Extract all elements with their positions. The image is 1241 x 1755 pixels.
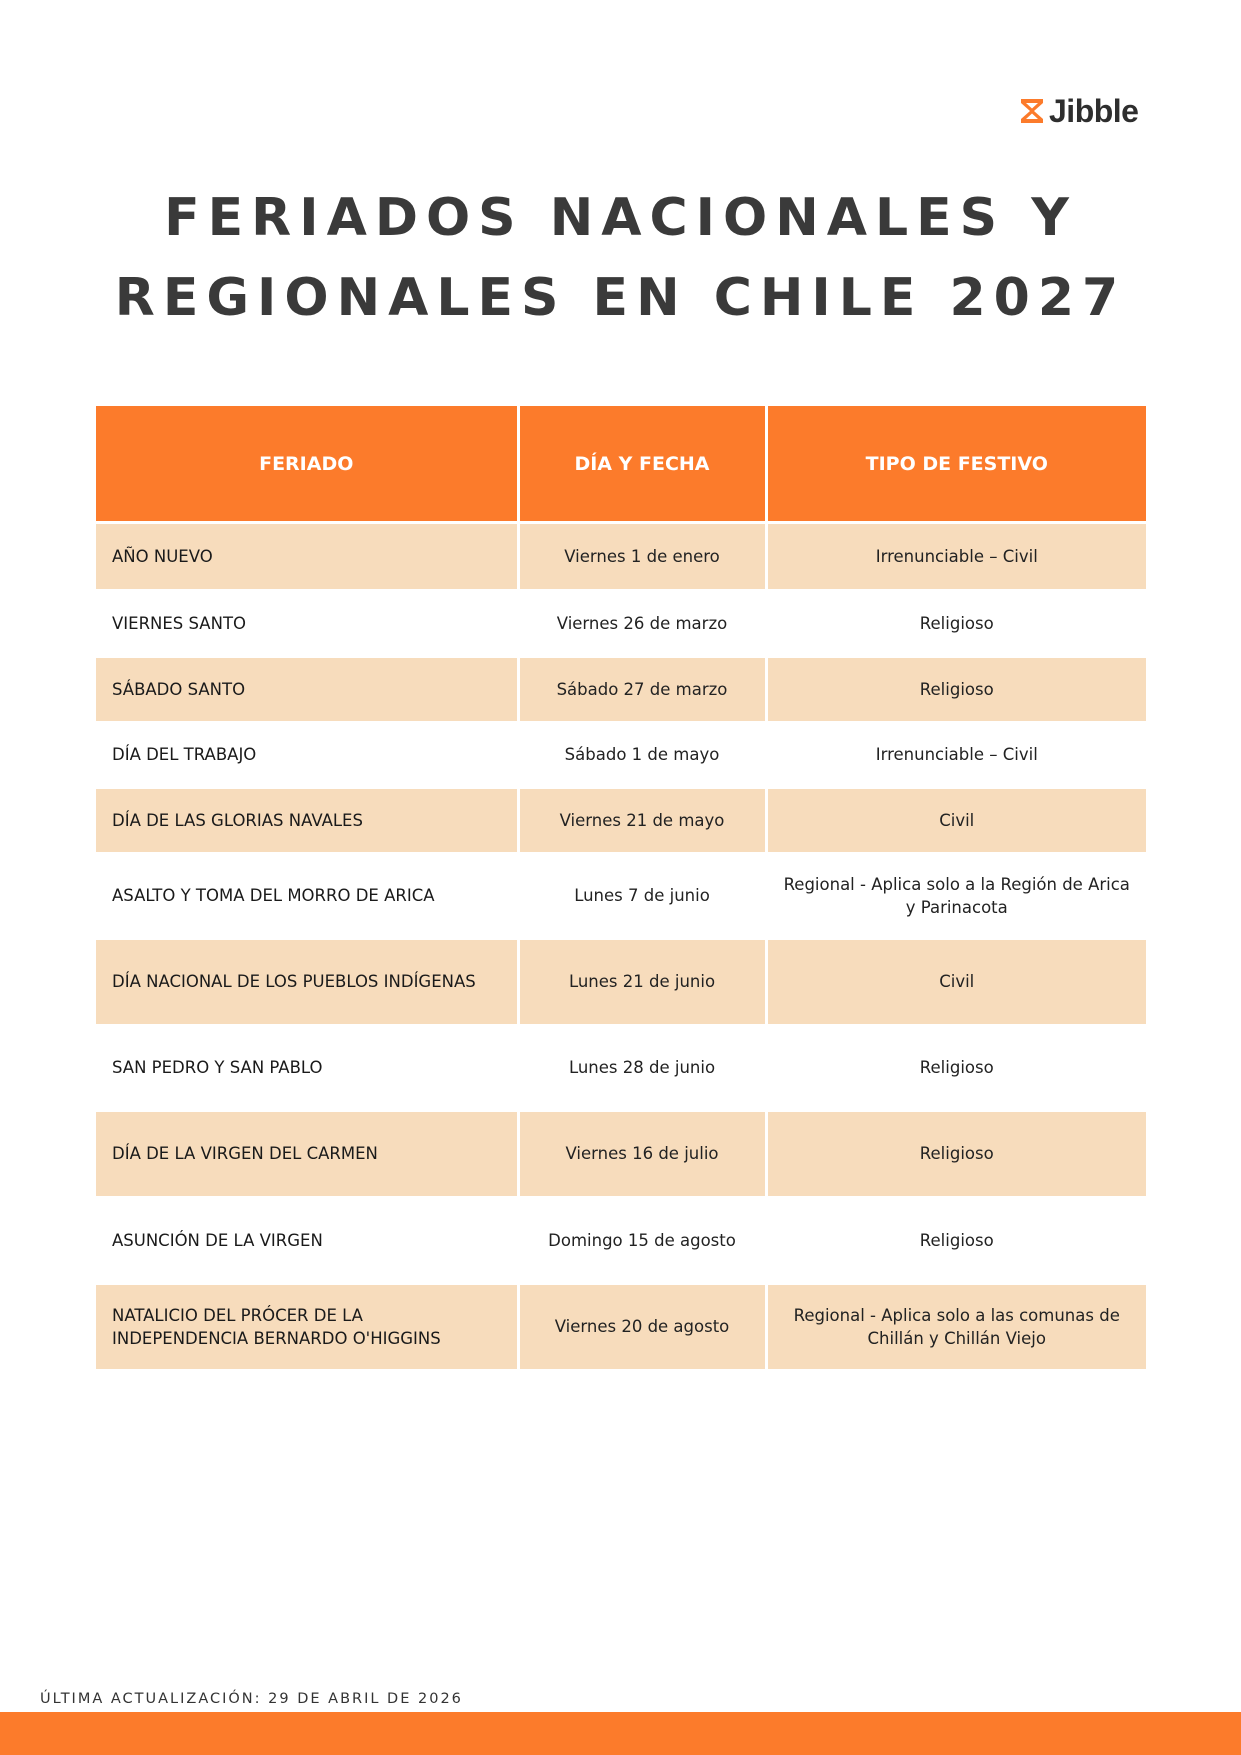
holiday-date: Viernes 16 de julio bbox=[518, 1112, 766, 1196]
holidays-table-container bbox=[96, 406, 1146, 1369]
holiday-name: SÁBADO SANTO bbox=[96, 658, 518, 721]
table-row bbox=[96, 1285, 1146, 1369]
page-title-line-2: REGIONALES EN CHILE 2027 bbox=[114, 268, 1127, 328]
holiday-name: SAN PEDRO Y SAN PABLO bbox=[96, 1024, 518, 1112]
holiday-type: Religioso bbox=[766, 1024, 1146, 1112]
footer-accent-bar bbox=[0, 1712, 1241, 1755]
holiday-name: DÍA DEL TRABAJO bbox=[96, 721, 518, 789]
holiday-name: ASUNCIÓN DE LA VIRGEN bbox=[96, 1196, 518, 1285]
holiday-type: Religioso bbox=[766, 658, 1146, 721]
table-row bbox=[96, 940, 1146, 1024]
holiday-type: Regional - Aplica solo a la Región de Arica y Parinacota bbox=[766, 852, 1146, 940]
table-row bbox=[96, 789, 1146, 852]
holiday-date: Sábado 1 de mayo bbox=[518, 721, 766, 789]
holiday-date: Viernes 26 de marzo bbox=[518, 589, 766, 658]
table-row bbox=[96, 523, 1146, 589]
table-row bbox=[96, 1112, 1146, 1196]
header-holiday: FERIADO bbox=[96, 406, 518, 523]
holiday-name: ASALTO Y TOMA DEL MORRO DE ARICA bbox=[96, 852, 518, 940]
table-header-row bbox=[96, 406, 1146, 523]
holiday-date: Domingo 15 de agosto bbox=[518, 1196, 766, 1285]
holiday-type: Religioso bbox=[766, 1112, 1146, 1196]
holiday-type: Irrenunciable – Civil bbox=[766, 523, 1146, 589]
hourglass-logo-icon bbox=[1019, 97, 1045, 125]
header-date: DÍA Y FECHA bbox=[518, 406, 766, 523]
header-type: TIPO DE FESTIVO bbox=[766, 406, 1146, 523]
holiday-type: Civil bbox=[766, 940, 1146, 1024]
table-row bbox=[96, 1196, 1146, 1285]
holiday-type: Civil bbox=[766, 789, 1146, 852]
holiday-date: Viernes 1 de enero bbox=[518, 523, 766, 589]
holiday-name: DÍA DE LA VIRGEN DEL CARMEN bbox=[96, 1112, 518, 1196]
holiday-date: Sábado 27 de marzo bbox=[518, 658, 766, 721]
brand-name: Jibble bbox=[1049, 93, 1139, 129]
table-row bbox=[96, 1024, 1146, 1112]
holidays-table bbox=[96, 406, 1146, 1369]
holiday-name: AÑO NUEVO bbox=[96, 523, 518, 589]
holiday-type: Religioso bbox=[766, 589, 1146, 658]
holiday-date: Lunes 28 de junio bbox=[518, 1024, 766, 1112]
last-updated-text: ÚLTIMA ACTUALIZACIÓN: 29 DE ABRIL DE 2026 bbox=[40, 1691, 463, 1707]
holiday-type: Religioso bbox=[766, 1196, 1146, 1285]
holiday-type: Regional - Aplica solo a las comunas de Chillán y Chillán Viejo bbox=[766, 1285, 1146, 1369]
holiday-name: VIERNES SANTO bbox=[96, 589, 518, 658]
holiday-name: NATALICIO DEL PRÓCER DE LA INDEPENDENCIA BERNARDO O'HIGGINS bbox=[96, 1285, 518, 1369]
table-row bbox=[96, 589, 1146, 658]
page-title-line-1: FERIADOS NACIONALES Y bbox=[164, 188, 1077, 248]
holiday-name: DÍA DE LAS GLORIAS NAVALES bbox=[96, 789, 518, 852]
holiday-date: Lunes 7 de junio bbox=[518, 852, 766, 940]
page-title bbox=[0, 178, 1241, 338]
holiday-date: Lunes 21 de junio bbox=[518, 940, 766, 1024]
holiday-name: DÍA NACIONAL DE LOS PUEBLOS INDÍGENAS bbox=[96, 940, 518, 1024]
holiday-date: Viernes 20 de agosto bbox=[518, 1285, 766, 1369]
table-row bbox=[96, 658, 1146, 721]
holiday-date: Viernes 21 de mayo bbox=[518, 789, 766, 852]
table-row bbox=[96, 852, 1146, 940]
table-row bbox=[96, 721, 1146, 789]
brand-logo bbox=[1019, 94, 1138, 128]
holiday-type: Irrenunciable – Civil bbox=[766, 721, 1146, 789]
